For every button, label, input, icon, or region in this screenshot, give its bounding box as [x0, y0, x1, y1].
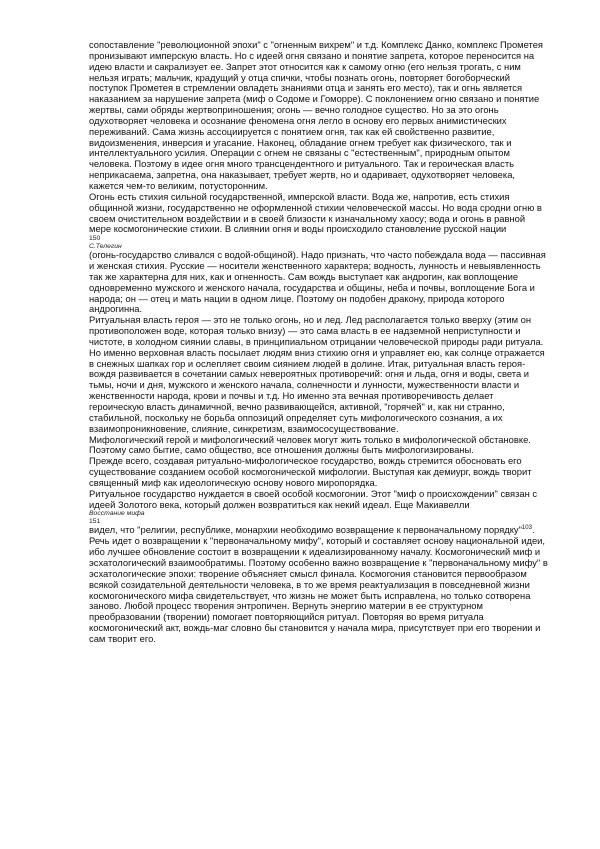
running-header: Восстание мифа: [89, 510, 145, 518]
paragraph: Ритуальное государство нуждается в своей особой космогонии. Этот "миф о происхождении" связан с идеей Золотого века, который должен возвратиться как некий идеал. Еще Макиавелли: [89, 487, 538, 510]
paragraph: Огонь есть стихия сильной государственной, имперской власти. Вода же, напротив, есть стихия общинной жизни, государственно не оформленной стихии человеческой массы. Но вода сродни огню в своем очистительном воздействии и в своей близости к изначальному хаосу; вода и огонь в равной мере космогонические стихии. В слиянии огня и воды происходило становление русской нации: [89, 190, 542, 235]
running-header: С.Телегин: [89, 242, 122, 250]
page-number: 151: [89, 517, 101, 525]
paragraph: [89, 525, 549, 644]
paragraph: сопоставление "революционной эпохи" с "огненным вихрем" и т.д. Комплекс Данко, комплекс Прометея пронизывают имперскую власть. Но с идеей огня связано и понятие запрета, которое переносится на идею власти и сакрализует ее. Запрет этот относится как к самому огню (его нельзя трогать, с ним нельзя играть; мальчик, крадущий у отца спички, чтобы познать огонь, повторяет богоборческий поступок Прометея в стремлении овладеть знаниями отца и занять его место), так и огнь является наказанием за нарушение запрета (миф о Содоме и Гоморре). С поклонением огню связано и понятие жертвы, сами обряды жертвоприношения; огонь — вечно голодное существо. Но за это огонь одухотворяет человека и осознание феномена огня легло в основу его первых анимистических переживаний. Сама жизнь ассоциируется с понятием огня, так как ей свойственно развитие, видоизменения, инверсия и угасание. Наконец, обладание огнем требует как физического, так и интеллектуального усилия. Операции с огнем не связаны с "естественным", природным опытом человека. Поэтому в идее огня много трансцендентного и ритуального. Так и героическая власть неприкасаема, запретна, она наказывает, требует жертв, но и одаривает, одухотворяет человека, кажется чем-то великим, потусторонним.: [89, 39, 544, 191]
page-number: 150: [89, 235, 101, 243]
paragraph: Прежде всего, создавая ритуально-мифологическое государство, вождь стремится обосновать его существование созданием особой космогонической мифологии. Выступая как демиург, вождь творит священный миф как идеологическую основу нового миропорядка.: [89, 455, 532, 488]
document-page: [89, 40, 549, 645]
paragraph-text: видел, что "религии, республике, монархии необходимо возвращение к первоначальному порядку": [89, 524, 522, 536]
paragraph-text: . Речь идет о возвращении к "первоначальному мифу", который и составляет основу национальной идеи, ибо лучшее обновление состоит в возвращении к идеализированному началу. Космогонический миф и эсхатологический взаимообратимы. Поэтому особенно важно возвращение к "первоначальному мифу" в эсхатологические эпохи: творение объясняет смысл финала. Космогония становится первообразом всякой созидательной деятельности человека, в то же время реактуализация в повседневной жизни космогонического мифа свидетельствует, что жизнь не может быть исправлена, но только сотворена заново. Любой процесс творения энтропичен. Вернуть энергию материи в ее структурном преобразовании (творении) помогает повторяющийся ритуал. Повторяя во время ритуала космогонический акт, вождь-маг словно бы становится у начала мира, присутствует при его творении и сам творит его.: [89, 524, 548, 644]
paragraph: (огонь-государство сливался с водой-общиной). Надо признать, что часто побеждала вода — пассивная и женская стихия. Русские — носители женственного характера; водность, лунность и невыявленность так же характерна для них, как и огненность. Сам вождь выступает как андрогин, как воплощение одновременно мужского и женского начала, государства и общины, неба и почвы, воплощение Бога и народа; он — отец и мать нации в одном лице. Поэтому он подобен дракону, природа которого андрогинна.: [89, 249, 546, 315]
paragraph: Мифологический герой и мифологический человек могут жить только в мифологической обстановке. Поэтому само бытие, само общество, все отношения должны быть мифологизированы.: [89, 433, 531, 456]
footnote-marker[interactable]: 103: [521, 525, 532, 532]
paragraph: Ритуальная власть героя — это не только огонь, но и лед. Лед располагается только вверху (этим он противоположен воде, которая только внизу) — это сама власть в ее надземной неприступности и чистоте, в холодном сиянии славы, в принципиальном отрицании человеческой природы ради ритуала. Но именно верховная власть посылает людям вниз стихию огня и управляет ею, как солнце отражается в снежных шапках гор и ослепляет своим сиянием людей в долине. Итак, ритуальная власть героя-вождя развивается в сочетании самых невероятных противоречий: огня и льда, огня и воды, света и тьмы, ночи и дня, мужского и женского начала, солнечности и лунности, мужественности власти и женственности народа, крови и почвы и т.д. Но именно эта вечная противоречивость делает героическую власть динамичной, вечно развивающейся, активной, "горячей" и, как ни странно, стабильной, поскольку не борьба оппозиций определяет суть мифологического сознания, а их взаимопроникновение, слияние, синкретизм, взаимососуществование.: [89, 314, 545, 434]
